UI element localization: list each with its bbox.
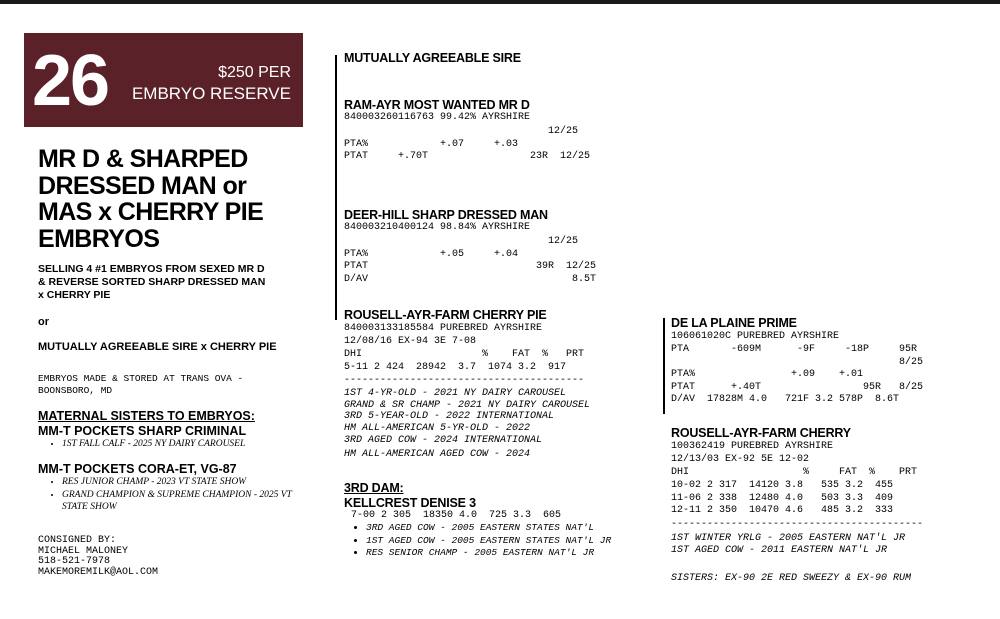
proof-row: PTAT +.70T 23R 12/25 bbox=[344, 151, 591, 162]
third-dam-note: • 1ST AGED COW - 2005 EASTERN STATES NAT'L JR bbox=[366, 535, 664, 548]
sire-reg: 840003210400124 98.84% AYRSHIRE bbox=[344, 222, 531, 233]
consignor-email: MAKEMOREMILK@AOL.COM bbox=[38, 566, 159, 578]
consignor-info bbox=[38, 536, 158, 578]
maternal-sisters-heading: MATERNAL SISTERS TO EMBRYOS: bbox=[38, 409, 255, 423]
third-dam-record: 7-00 2 305 18350 4.0 725 3.3 605 bbox=[351, 510, 562, 521]
title-line: MR D & SHARPED bbox=[38, 145, 248, 173]
proof-row: PTA% +.07 +.03 bbox=[344, 138, 519, 150]
consignor-line: MICHAEL MALONEY bbox=[38, 545, 129, 557]
proof-row: 12/25 bbox=[344, 236, 579, 247]
dam-record: 12-11 2 350 10470 4.6 485 3.2 333 bbox=[671, 505, 894, 516]
third-dam-note: • RES SENIOR CHAMP - 2005 EASTERN NAT'L JR bbox=[366, 547, 664, 560]
proof-row: 12/25 bbox=[344, 126, 579, 137]
dam-header: DHI % FAT % PRT bbox=[671, 467, 918, 478]
award: 3RD 5-YEAR-OLD - 2022 INTERNATIONAL bbox=[344, 411, 555, 423]
dam-name: ROUSELL-AYR-FARM CHERRY bbox=[671, 426, 851, 440]
sister-notes bbox=[38, 438, 328, 451]
lot-number: 26 bbox=[32, 41, 109, 121]
lot-price: $250 PER bbox=[218, 64, 291, 81]
award: HM ALL-AMERICAN AGED COW - 2024 bbox=[344, 448, 531, 460]
sister-note: • GRAND CHAMPION & SUPREME CHAMPION - 2025 VT STATE SHOW bbox=[62, 489, 308, 514]
sire-proofs bbox=[671, 344, 923, 407]
selling-description bbox=[38, 263, 308, 302]
award: HM ALL-AMERICAN 5-YR-OLD - 2022 bbox=[344, 423, 531, 435]
mutual-sire-text: MUTUALLY AGREEABLE SIRE x CHERRY PIE bbox=[38, 341, 277, 353]
award: 1ST AGED COW - 2011 EASTERN NAT'L JR bbox=[671, 544, 888, 556]
sire-name: RAM-AYR MOST WANTED MR D bbox=[344, 98, 530, 112]
proof-row: 8/25 bbox=[671, 356, 924, 368]
sister-note: • 1ST FALL CALF - 2025 NY DAIRY CAROUSEL bbox=[62, 438, 328, 451]
lot-box bbox=[24, 33, 303, 127]
sire-name: DE LA PLAINE PRIME bbox=[671, 316, 797, 330]
sister-note: • RES JUNIOR CHAMP - 2023 VT STATE SHOW bbox=[62, 476, 308, 489]
proof-row: D/AV 8.5T bbox=[344, 273, 597, 285]
award: 1ST 4-YR-OLD - 2021 NY DAIRY CAROUSEL bbox=[344, 388, 567, 399]
title-line: DRESSED MAN or bbox=[38, 171, 247, 200]
consignor-line: 518-521-7978 bbox=[38, 556, 111, 567]
dam-record: 5-11 2 424 28942 3.7 1074 3.2 917 bbox=[344, 362, 567, 373]
dam-name: ROUSELL-AYR-FARM CHERRY PIE bbox=[344, 308, 547, 322]
dam-divider: ------------------------------------------ bbox=[671, 519, 924, 530]
award: 1ST WINTER YRLG - 2005 EASTERN NAT'L JR bbox=[671, 533, 906, 544]
column-divider bbox=[335, 55, 337, 320]
proof-row: PTAT 39R 12/25 bbox=[344, 261, 597, 272]
sire-proofs bbox=[344, 126, 590, 164]
dam-divider: ---------------------------------------- bbox=[344, 375, 585, 386]
selling-line: & REVERSE SORTED SHARP DRESSED MAN bbox=[38, 276, 266, 288]
third-dam-notes bbox=[344, 522, 664, 560]
dam-record: 10-02 2 317 14120 3.8 535 3.2 455 bbox=[671, 480, 894, 491]
sister-name: MM-T POCKETS CORA-ET, VG-87 bbox=[38, 462, 237, 476]
dam-class: 12/08/16 EX-94 3E 7-08 bbox=[344, 336, 477, 347]
dam-reg: 100362419 PUREBRED AYRSHIRE bbox=[671, 441, 834, 452]
proof-row: PTA% +.05 +.04 bbox=[344, 248, 519, 260]
mutual-sire-heading: MUTUALLY AGREEABLE SIRE bbox=[344, 51, 521, 65]
consignor-line: CONSIGNED BY: bbox=[38, 535, 117, 546]
sire-reg: 840003260116763 99.42% AYRSHIRE bbox=[344, 112, 531, 123]
proof-row: D/AV 17828M 4.0 721F 3.2 578P 8.6T bbox=[671, 394, 900, 405]
third-dam-note: • 3RD AGED COW - 2005 EASTERN STATES NAT'L bbox=[366, 522, 664, 535]
dam-header: DHI % FAT % PRT bbox=[344, 349, 585, 360]
lot-title bbox=[38, 146, 318, 252]
title-line: MAS x CHERRY PIE bbox=[38, 198, 264, 226]
made-at-text bbox=[38, 373, 313, 397]
sire-reg: 106061020C PUREBRED AYRSHIRE bbox=[671, 331, 840, 342]
third-dam-name: KELLCREST DENISE 3 bbox=[344, 496, 476, 510]
sire-name: DEER-HILL SHARP DRESSED MAN bbox=[344, 208, 548, 222]
dam-record: 11-06 2 338 12480 4.0 503 3.3 409 bbox=[671, 492, 894, 504]
sister-notes bbox=[38, 476, 308, 514]
sire-proofs bbox=[344, 236, 596, 286]
lot-reserve: EMBRYO RESERVE bbox=[131, 84, 291, 103]
or-text: or bbox=[38, 316, 49, 328]
award: 3RD AGED COW - 2024 INTERNATIONAL bbox=[344, 434, 543, 446]
dam-reg: 840003133185584 PUREBRED AYRSHIRE bbox=[344, 323, 543, 334]
selling-line: SELLING 4 #1 EMBRYOS FROM SEXED MR D bbox=[38, 263, 265, 275]
made-at-line: BOONSBORO, MD bbox=[38, 385, 113, 396]
selling-line: x CHERRY PIE bbox=[38, 289, 111, 301]
proof-row: PTAT +.40T 95R 8/25 bbox=[671, 381, 924, 393]
third-dam-label: 3RD DAM: bbox=[344, 481, 404, 495]
dam-awards bbox=[671, 533, 905, 556]
dam-records bbox=[671, 480, 893, 518]
title-line: EMBRYOS bbox=[38, 224, 160, 253]
proof-row: PTA -609M -9F -18P 95R bbox=[671, 344, 918, 355]
made-at-line: EMBRYOS MADE & STORED AT TRANS OVA - bbox=[38, 373, 244, 384]
dam-class: 12/13/03 EX-92 5E 12-02 bbox=[671, 454, 810, 465]
award: GRAND & SR CHAMP - 2021 NY DAIRY CAROUSEL bbox=[344, 399, 591, 411]
top-border bbox=[0, 0, 1000, 4]
dam-sisters: SISTERS: EX-90 2E RED SWEEZY & EX-90 RUM bbox=[671, 573, 912, 584]
sister-name: MM-T POCKETS SHARP CRIMINAL bbox=[38, 424, 247, 438]
proof-row: PTA% +.09 +.01 bbox=[671, 369, 864, 380]
column-divider bbox=[663, 318, 665, 414]
dam-awards bbox=[344, 388, 590, 460]
